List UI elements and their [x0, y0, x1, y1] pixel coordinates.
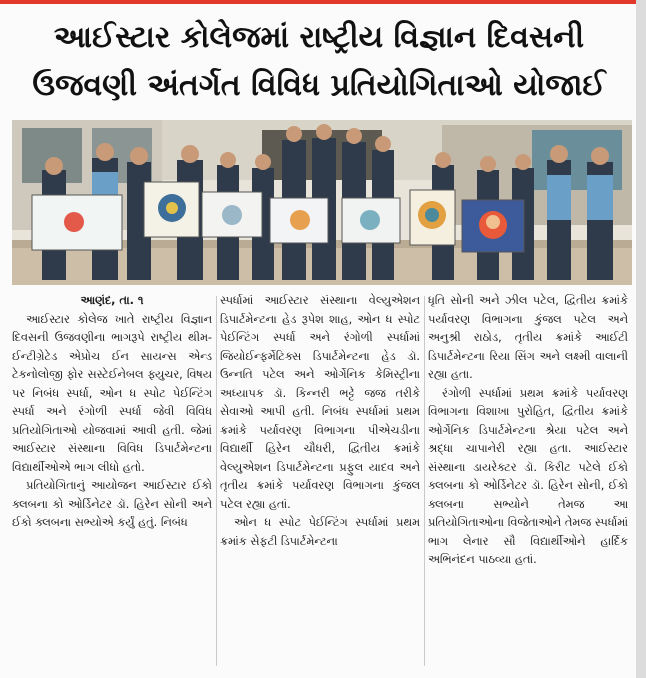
- article-paragraph: સ્પર્ધામાં આઈસ્ટાર સંસ્થાના વેલ્યુએશન ડિપાર્ટમેન્ટના હેડ રૂપેશ શાહ, ઓન ધ સ્પોટ પેઈન્ટિંગ સ્પર્ધા અને રંગોળી સ્પર્ધામાં જિયોઈન્ફર્મેટિક્સ ડિપાર્ટમેન્ટના હેડ ડૉ. ઉન્નતિ પટેલ અને ઓર્ગેનિક કેમિસ્ટ્રીના અધ્યાપક ડૉ. કિન્નરી ભટ્ટે જજ તરીકે સેવાઓ આપી હતી. નિબંધ સ્પર્ધામાં પ્રથમ ક્રમાંકે પર્યાવરણ વિભાગના પીએચડીના વિદ્યાર્થી હિરેન ચૌધરી, દ્વિતીય ક્રમાંકે વેલ્યુએશન ડિપાર્ટમેન્ટના પ્રફુલ યાદવ અને તૃતીય ક્રમાંકે પર્યાવરણ વિભાગના કુંજલ પટેલ રહ્યા હતાં.: [220, 294, 420, 511]
- article-paragraph: ઓન ધ સ્પોટ પેઈન્ટિંગ સ્પર્ધામાં પ્રથમ ક્રમાંક સેફટી ડિપાર્ટમેન્ટના: [220, 516, 420, 548]
- article-column-1: [12, 292, 212, 672]
- article-paragraph: રંગોળી સ્પર્ધામાં પ્રથમ ક્રમાંકે પર્યાવરણ વિભાગના વિશાખા પુરોહિત, દ્વિતીય ક્રમાંકે ઓર્ગેનિક ડિપાર્ટમેન્ટના શ્રેયા પટેલ અને શ્રદ્ધા ચાપાનેરી રહ્યા હતા. આઈસ્ટાર સંસ્થાના ડાયરેક્ટર ડૉ. કિરીટ પટેલે ઈકો ક્લબના કો ઓર્ડિનેટર ડૉ. હિરેન સોની, ઈકો ક્લબના સભ્યોને તેમજ આ પ્રતિયોગિતાઓના વિજેતાઓને તેમજ સ્પર્ધામાં ભાગ લેનાર સૌ વિદ્યાર્થીઓને હાર્દિક અભિનંદન પાઠવ્યા હતાં.: [428, 386, 628, 566]
- page-edge: [636, 0, 646, 678]
- article-column-3: [428, 292, 628, 672]
- headline-line-1: આઈસ્ટાર કોલેજમાં રાષ્ટ્રીય વિજ્ઞાન દિવસની: [53, 20, 585, 55]
- news-photo: [12, 120, 632, 285]
- article-column-2: [220, 292, 420, 672]
- article-body: [12, 292, 632, 672]
- headline-line-2: ઉજવણી અંતર્ગત વિવિધ પ્રતિયોગિતાઓ યોજાઈ: [32, 68, 606, 103]
- article-paragraph: પ્રતિયોગિતાનું આયોજન આઈસ્ટાર ઈકો ક્લબના કો ઓર્ડિનેટર ડૉ. હિરેન સોની અને ઈકો ક્લબના સભ્યોએ કર્યું હતું. નિબંધ: [12, 479, 212, 529]
- top-accent-rule: [0, 0, 646, 4]
- dateline: આણંદ, તા. ૧: [80, 294, 144, 307]
- column-divider: [424, 296, 425, 666]
- article-paragraph: આઈસ્ટાર કોલેજ ખાતે રાષ્ટ્રીય વિજ્ઞાન દિવસની ઉજવણીના ભાગરૂપે રાષ્ટ્રીય થીમ- ઈન્ટીગ્રેટેડ એપ્રોચ ઈન સાયન્સ એન્ડ ટેકનોલોજી ફોર સસ્ટેઈનેબલ ફ્યુચર, વિષય પર નિબંધ સ્પર્ધા, ઓન ધ સ્પોટ પેઈન્ટિંગ સ્પર્ધા અને રંગોળી સ્પર્ધા જેવી વિવિધ પ્રતિયોગિતાઓ યોજવામાં આવી હતી. જેમાં આઈસ્ટાર સંસ્થાના વિવિધ ડિપાર્ટમેન્ટના વિદ્યાર્થીઓએ ભાગ લીધો હતો.: [12, 312, 212, 474]
- article-paragraph: ધૃતિ સોની અને ઝીલ પટેલ, દ્વિતીય ક્રમાંકે પર્યાવરણ વિભાગના કુંજલ પટેલ અને અનુશ્રી રાઠોડ, તૃતીય ક્રમાંકે આઈટી ડિપાર્ટમેન્ટના રિયા સિંગ અને લક્ષ્મી વાલાની રહ્યા હતા.: [428, 294, 628, 381]
- column-divider: [216, 296, 217, 666]
